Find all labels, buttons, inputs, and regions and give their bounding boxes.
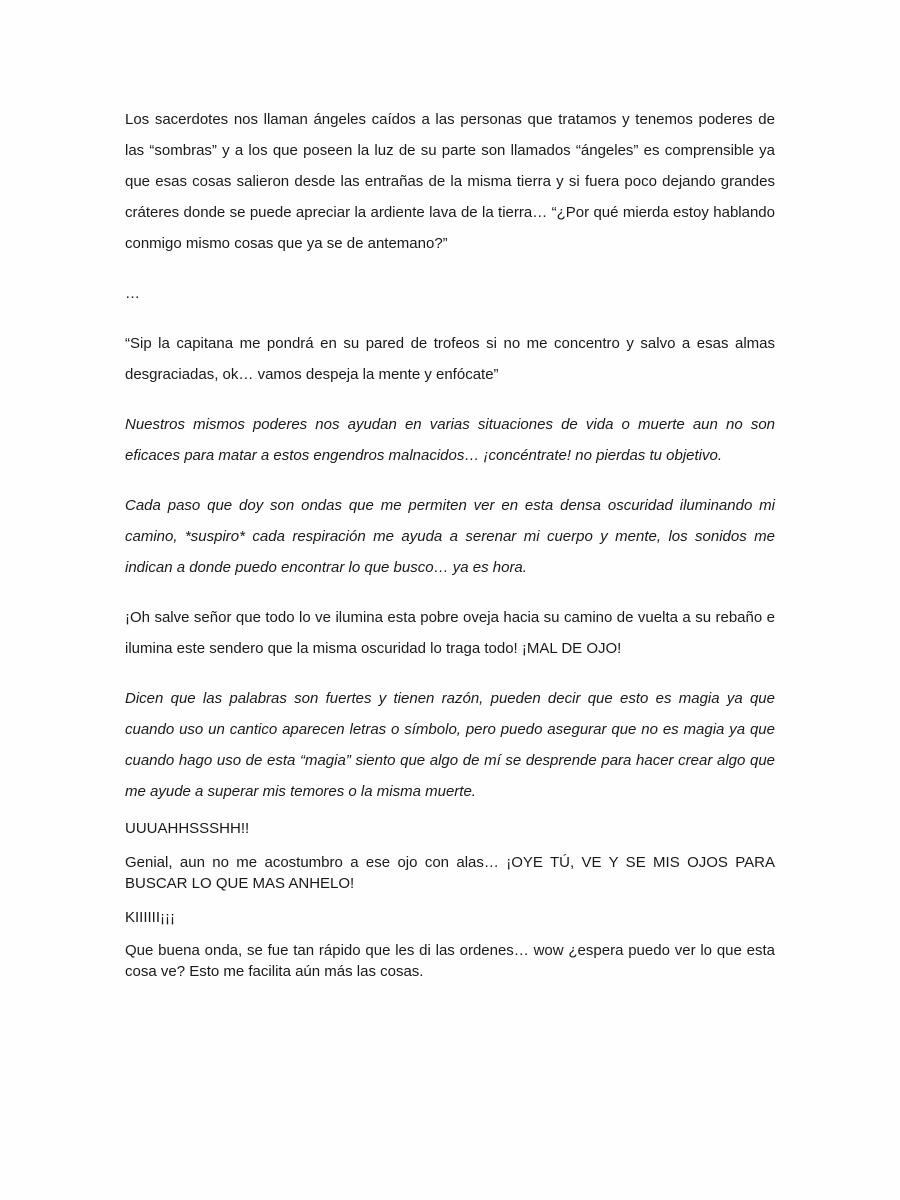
paragraph-11: Que buena onda, se fue tan rápido que les di las ordenes… wow ¿espera puedo ver lo que esta cosa ve? Esto me facilita aún más las cosas. bbox=[125, 942, 775, 980]
paragraph-8: UUUAHHSSSHH!! bbox=[125, 820, 250, 837]
paragraph-2: … bbox=[125, 285, 140, 302]
paragraph-5: Cada paso que doy son ondas que me permiten ver en esta densa oscuridad iluminando mi camino, *suspiro* cada respiración me ayuda a serenar mi cuerpo y mente, los sonidos me indican a donde puedo encontrar lo que busco… ya es hora. bbox=[125, 497, 775, 576]
paragraph-10: KIIIIII¡¡¡ bbox=[125, 909, 175, 926]
paragraph-4: Nuestros mismos poderes nos ayudan en varias situaciones de vida o muerte aun no son eficaces para matar a estos engendros malnacidos… ¡concéntrate! no pierdas tu objetivo. bbox=[125, 416, 775, 464]
paragraph-7: Dicen que las palabras son fuertes y tienen razón, pueden decir que esto es magia ya que cuando uso un cantico aparecen letras o símbolo, pero puedo asegurar que no es magia ya que cuando hago uso de esta “magia” siento que algo de mí se desprende para hacer crear algo que me ayude a superar mis temores o la misma muerte. bbox=[125, 690, 775, 800]
body-text bbox=[125, 104, 775, 982]
paragraph-6: ¡Oh salve señor que todo lo ve ilumina esta pobre oveja hacia su camino de vuelta a su rebaño e ilumina este sendero que la misma oscuridad lo traga todo! ¡MAL DE OJO! bbox=[125, 609, 775, 657]
paragraph-9: Genial, aun no me acostumbro a ese ojo con alas… ¡OYE TÚ, VE Y SE MIS OJOS PARA BUSCAR LO QUE MAS ANHELO! bbox=[125, 854, 775, 892]
paragraph-3: “Sip la capitana me pondrá en su pared de trofeos si no me concentro y salvo a esas almas desgraciadas, ok… vamos despeja la mente y enfócate” bbox=[125, 335, 775, 383]
paragraph-1: Los sacerdotes nos llaman ángeles caídos a las personas que tratamos y tenemos poderes de las “sombras” y a los que poseen la luz de su parte son llamados “ángeles” es comprensible ya que esas cosas salieron desde las entrañas de la misma tierra y si fuera poco dejando grandes cráteres donde se puede apreciar la ardiente lava de la tierra… “¿Por qué mierda estoy hablando conmigo mismo cosas que ya se de antemano?” bbox=[125, 111, 775, 252]
